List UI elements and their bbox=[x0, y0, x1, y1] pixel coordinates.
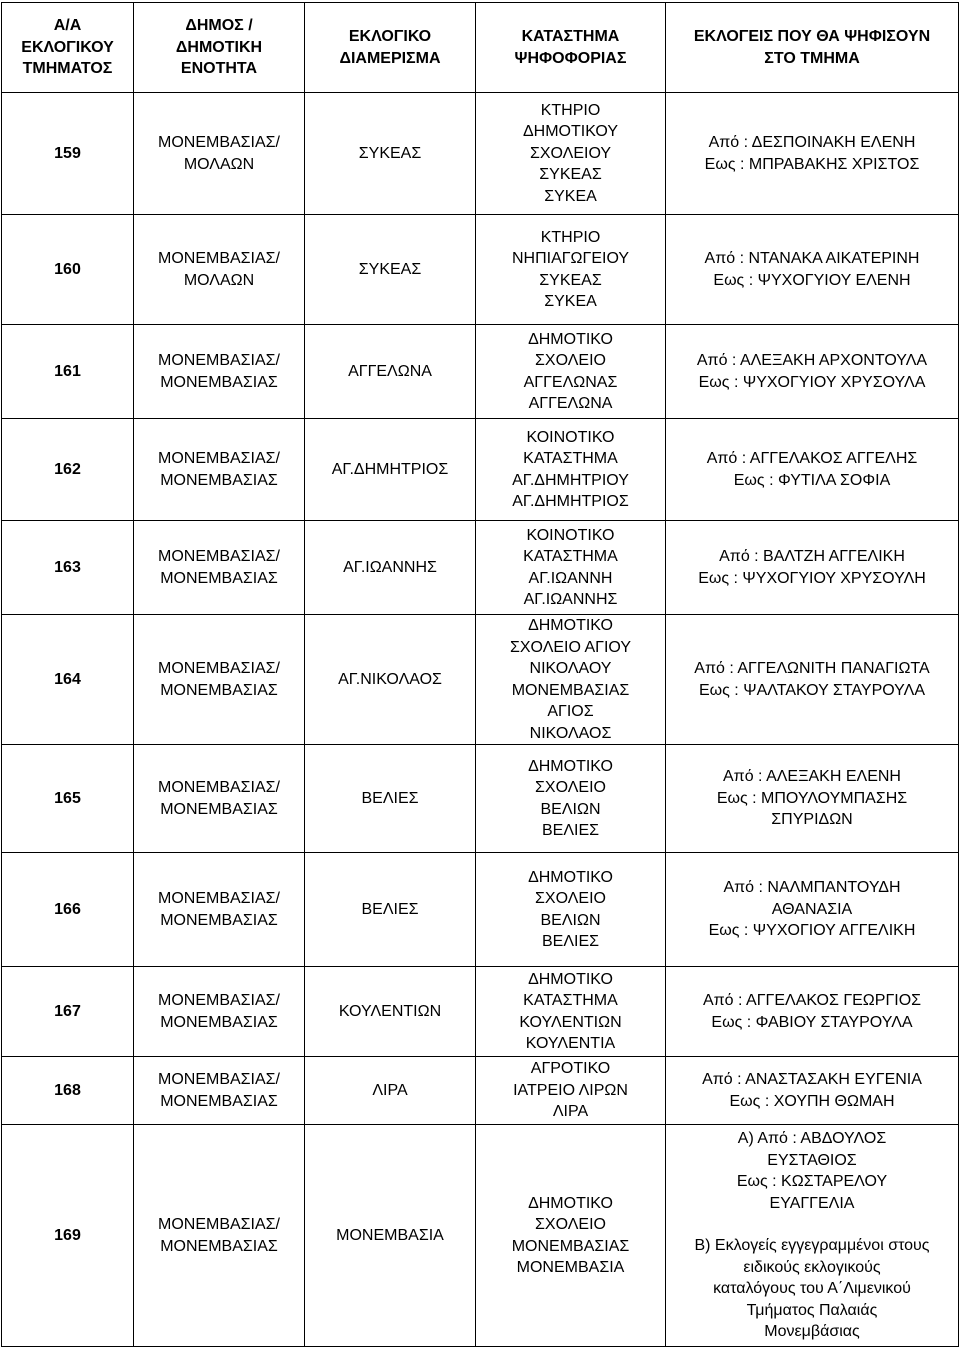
header-station-line: ΨΗΦΟΦΟΡΙΑΣ bbox=[514, 49, 627, 67]
row-number: 161 bbox=[2, 325, 134, 419]
voters-line: Από : ΔΕΣΠΟΙΝΑΚΗ ΕΛΕΝΗ bbox=[708, 134, 916, 151]
station-line: ΒΕΛΙΩΝ bbox=[540, 911, 601, 929]
station-line: ΑΓΓΕΛΩΝΑ bbox=[528, 395, 613, 412]
voters-line: Εως : ΧΟΥΠΗ ΘΩΜΑΗ bbox=[729, 1092, 895, 1110]
voters-line: Εως : ΨΥΧΟΓΙΟΥ ΑΓΓΕΛΙΚΗ bbox=[708, 922, 916, 940]
municipality-line: ΜΟΝΕΜΒΑΣΙΑΣ/ bbox=[157, 890, 280, 907]
header-voters bbox=[666, 3, 959, 93]
station-line: ΣΥΚΕΑΣ bbox=[539, 271, 602, 289]
header-district-line: ΕΚΛΟΓΙΚΟ bbox=[348, 28, 432, 45]
voters-line: ΕΥΑΓΓΕΛΙΑ bbox=[769, 1194, 855, 1212]
station-line: ΑΓ.ΔΗΜΗΤΡΙΟΥ bbox=[512, 471, 629, 489]
header-aa bbox=[2, 3, 134, 93]
header-aa-line: ΤΜΗΜΑΤΟΣ bbox=[22, 60, 113, 78]
municipality-cell bbox=[134, 521, 305, 615]
station-line: ΝΙΚΟΛΑΟΣ bbox=[529, 724, 612, 742]
voters-cell bbox=[666, 615, 959, 745]
municipality-line: ΜΟΝΕΜΒΑΣΙΑΣ bbox=[160, 800, 278, 818]
voters-line: καταλόγους του Α΄Λιμενικού bbox=[713, 1280, 911, 1298]
voters-cell bbox=[666, 93, 959, 215]
municipality-line: ΜΟΝΕΜΒΑΣΙΑΣ/ bbox=[157, 992, 280, 1009]
station-line: ΣΧΟΛΕΙΟΥ bbox=[529, 144, 612, 162]
station-line: ΣΧΟΛΕΙΟ bbox=[535, 352, 606, 369]
municipality-cell bbox=[134, 215, 305, 325]
row-number: 162 bbox=[2, 419, 134, 521]
station-line: ΒΕΛΙΩΝ bbox=[540, 800, 601, 818]
row-number: 166 bbox=[2, 853, 134, 967]
municipality-cell bbox=[134, 1125, 305, 1347]
municipality-cell bbox=[134, 325, 305, 419]
station-cell bbox=[476, 1057, 666, 1125]
municipality-line: ΜΟΝΕΜΒΑΣΙΑΣ bbox=[160, 471, 278, 489]
voters-line: Εως : ΨΥΧΟΓΥΙΟΥ ΧΡΥΣΟΥΛΗ bbox=[698, 569, 926, 587]
municipality-line: ΜΟΝΕΜΒΑΣΙΑΣ/ bbox=[157, 134, 280, 151]
station-line: ΜΟΝΕΜΒΑΣΙΑ bbox=[516, 1259, 625, 1276]
row-number: 167 bbox=[2, 967, 134, 1057]
header-district-line: ΔΙΑΜΕΡΙΣΜΑ bbox=[339, 49, 441, 67]
station-line: ΚΤΗΡΙΟ bbox=[540, 228, 601, 246]
voters-cell bbox=[666, 419, 959, 521]
district-cell: ΑΓ.ΝΙΚΟΛΑΟΣ bbox=[305, 615, 476, 745]
station-line: ΙΑΤΡΕΙΟ ΛΙΡΩΝ bbox=[513, 1081, 628, 1099]
header-municipality-line: ΕΝΟΤΗΤΑ bbox=[180, 60, 258, 78]
voters-line: Β) Εκλογείς εγγεγραμμένοι στους bbox=[694, 1237, 930, 1255]
municipality-line: ΜΟΝΕΜΒΑΣΙΑΣ bbox=[160, 1237, 278, 1255]
municipality-cell bbox=[134, 1057, 305, 1125]
station-line: ΝΙΚΟΛΑΟΥ bbox=[529, 660, 612, 677]
municipality-line: ΜΟΝΕΜΒΑΣΙΑΣ bbox=[160, 569, 278, 587]
station-line: ΣΥΚΕΑ bbox=[544, 293, 597, 310]
station-line: ΑΓΙΟΣ bbox=[547, 703, 594, 720]
header-district bbox=[305, 3, 476, 93]
district-cell: ΒΕΛΙΕΣ bbox=[305, 745, 476, 853]
district-cell: ΣΥΚΕΑΣ bbox=[305, 93, 476, 215]
voters-group-b bbox=[670, 1235, 954, 1343]
station-line: ΚΑΤΑΣΤΗΜΑ bbox=[523, 992, 618, 1009]
municipality-line: ΜΟΝΕΜΒΑΣΙΑΣ/ bbox=[157, 548, 280, 565]
voters-line: Εως : ΦΑΒΙΟΥ ΣΤΑΥΡΟΥΛΑ bbox=[711, 1013, 913, 1031]
station-line: ΜΟΝΕΜΒΑΣΙΑΣ bbox=[511, 681, 630, 699]
station-cell bbox=[476, 521, 666, 615]
municipality-line: ΜΟΝΕΜΒΑΣΙΑΣ/ bbox=[157, 1071, 280, 1088]
voters-line: Μονεμβάσιας bbox=[764, 1323, 860, 1341]
voters-group-a bbox=[670, 1128, 954, 1214]
municipality-line: ΜΟΝΕΜΒΑΣΙΑΣ/ bbox=[157, 450, 280, 467]
station-line: ΔΗΜΟΤΙΚΟ bbox=[528, 1194, 613, 1212]
header-municipality-line: ΔΗΜΟΣ / bbox=[185, 17, 253, 35]
polling-stations-table bbox=[1, 2, 959, 1347]
row-number: 169 bbox=[2, 1125, 134, 1347]
station-line: ΒΕΛΙΕΣ bbox=[541, 933, 600, 950]
station-line: ΚΟΥΛΕΝΤΙΩΝ bbox=[519, 1013, 622, 1031]
voters-cell bbox=[666, 325, 959, 419]
voters-line: Εως : ΨΑΛΤΑΚΟΥ ΣΤΑΥΡΟΥΛΑ bbox=[698, 681, 926, 699]
station-line: ΔΗΜΟΤΙΚΟ bbox=[528, 757, 613, 775]
station-line: ΑΓΡΟΤΙΚΟ bbox=[530, 1060, 611, 1078]
voters-cell bbox=[666, 215, 959, 325]
district-cell: ΚΟΥΛΕΝΤΙΩΝ bbox=[305, 967, 476, 1057]
voters-line: Εως : ΨΥΧΟΓΥΙΟΥ ΕΛΕΝΗ bbox=[713, 271, 911, 289]
station-cell bbox=[476, 93, 666, 215]
header-voters-line: ΕΚΛΟΓΕΙΣ ΠΟΥ ΘΑ ΨΗΦΙΣΟΥΝ bbox=[693, 28, 931, 45]
station-line: ΚΑΤΑΣΤΗΜΑ bbox=[523, 450, 618, 467]
station-cell bbox=[476, 1125, 666, 1347]
station-line: ΚΑΤΑΣΤΗΜΑ bbox=[523, 548, 618, 565]
station-cell bbox=[476, 615, 666, 745]
voters-line: Από : ΑΛΕΞΑΚΗ ΕΛΕΝΗ bbox=[723, 768, 901, 786]
voters-cell bbox=[666, 967, 959, 1057]
station-line: ΚΟΙΝΟΤΙΚΟ bbox=[526, 428, 615, 446]
district-cell: ΒΕΛΙΕΣ bbox=[305, 853, 476, 967]
station-line: ΣΧΟΛΕΙΟ ΑΓΙΟΥ bbox=[509, 638, 632, 656]
table-row bbox=[2, 93, 959, 215]
station-line: ΑΓ.ΔΗΜΗΤΡΙΟΣ bbox=[512, 493, 629, 510]
voters-line: Από : ΑΓΓΕΛΑΚΟΣ ΑΓΓΕΛΗΣ bbox=[706, 450, 918, 467]
district-cell: ΣΥΚΕΑΣ bbox=[305, 215, 476, 325]
station-line: ΣΧΟΛΕΙΟ bbox=[535, 779, 606, 796]
station-line: ΚΤΗΡΙΟ bbox=[540, 101, 601, 119]
district-cell: ΑΓΓΕΛΩΝΑ bbox=[305, 325, 476, 419]
municipality-cell bbox=[134, 93, 305, 215]
municipality-cell bbox=[134, 853, 305, 967]
station-line: ΑΓ.ΙΩΑΝΝΗΣ bbox=[523, 591, 618, 608]
table-row bbox=[2, 1057, 959, 1125]
voters-line: Α) Από : ΑΒΔΟΥΛΟΣ bbox=[737, 1130, 887, 1148]
municipality-line: ΜΟΝΕΜΒΑΣΙΑΣ/ bbox=[157, 352, 280, 369]
table-row bbox=[2, 745, 959, 853]
municipality-line: ΜΟΝΕΜΒΑΣΙΑΣ bbox=[160, 911, 278, 929]
table-row bbox=[2, 521, 959, 615]
municipality-line: ΜΟΝΕΜΒΑΣΙΑΣ/ bbox=[157, 779, 280, 796]
station-line: ΣΥΚΕΑΣ bbox=[539, 166, 602, 184]
voters-line: Εως : ΜΠΡΑΒΑΚΗΣ ΧΡΙΣΤΟΣ bbox=[704, 155, 920, 173]
voters-line: ΑΘΑΝΑΣΙΑ bbox=[771, 900, 853, 918]
voters-line: Εως : ΦΥΤΙΛΑ ΣΟΦΙΑ bbox=[733, 471, 891, 489]
header-municipality bbox=[134, 3, 305, 93]
municipality-line: ΜΟΝΕΜΒΑΣΙΑΣ bbox=[160, 681, 278, 699]
voters-line: Από : ΑΝΑΣΤΑΣΑΚΗ ΕΥΓΕΝΙΑ bbox=[702, 1071, 922, 1088]
voters-line: Από : ΑΓΓΕΛΩΝΙΤΗ ΠΑΝΑΓΙΩΤΑ bbox=[694, 660, 930, 677]
station-cell bbox=[476, 853, 666, 967]
station-line: ΛΙΡΑ bbox=[552, 1103, 589, 1121]
station-line: ΔΗΜΟΤΙΚΟΥ bbox=[522, 123, 618, 141]
voters-line: ΕΥΣΤΑΘΙΟΣ bbox=[767, 1151, 857, 1169]
row-number: 163 bbox=[2, 521, 134, 615]
voters-line: ειδικούς εκλογικούς bbox=[743, 1258, 881, 1276]
station-line: ΒΕΛΙΕΣ bbox=[541, 822, 600, 839]
municipality-line: ΜΟΝΕΜΒΑΣΙΑΣ/ bbox=[157, 1216, 280, 1233]
table-row bbox=[2, 215, 959, 325]
municipality-line: ΜΟΝΕΜΒΑΣΙΑΣ/ bbox=[157, 250, 280, 267]
district-cell: ΑΓ.ΙΩΑΝΝΗΣ bbox=[305, 521, 476, 615]
row-number: 164 bbox=[2, 615, 134, 745]
station-line: ΚΟΥΛΕΝΤΙΑ bbox=[525, 1035, 616, 1052]
voters-cell bbox=[666, 745, 959, 853]
row-number: 165 bbox=[2, 745, 134, 853]
voters-line: Εως : ΨΥΧΟΓΥΙΟΥ ΧΡΥΣΟΥΛΑ bbox=[698, 373, 926, 391]
station-line: ΔΗΜΟΤΙΚΟ bbox=[528, 868, 613, 886]
district-cell: ΑΓ.ΔΗΜΗΤΡΙΟΣ bbox=[305, 419, 476, 521]
header-aa-line: ΕΚΛΟΓΙΚΟΥ bbox=[21, 38, 114, 56]
header-station bbox=[476, 3, 666, 93]
row-number: 159 bbox=[2, 93, 134, 215]
header-aa-line: Α/Α bbox=[53, 17, 82, 35]
voters-line: Από : ΑΓΓΕΛΑΚΟΣ ΓΕΩΡΓΙΟΣ bbox=[702, 992, 922, 1009]
station-cell bbox=[476, 419, 666, 521]
voters-line: Από : ΝΑΛΜΠΑΝΤΟΥΔΗ bbox=[723, 879, 901, 897]
district-cell: ΛΙΡΑ bbox=[305, 1057, 476, 1125]
municipality-line: ΜΟΛΑΩΝ bbox=[183, 155, 255, 173]
voters-line: Από : ΝΤΑΝΑΚΑ ΑΙΚΑΤΕΡΙΝΗ bbox=[704, 250, 920, 267]
table-row bbox=[2, 419, 959, 521]
municipality-line: ΜΟΝΕΜΒΑΣΙΑΣ bbox=[160, 1092, 278, 1110]
municipality-line: ΜΟΝΕΜΒΑΣΙΑΣ bbox=[160, 373, 278, 391]
municipality-line: ΜΟΛΑΩΝ bbox=[183, 271, 255, 289]
table-header-row bbox=[2, 3, 959, 93]
municipality-cell bbox=[134, 419, 305, 521]
row-number: 168 bbox=[2, 1057, 134, 1125]
voters-line: ΣΠΥΡΙΔΩΝ bbox=[771, 811, 853, 829]
station-line: ΔΗΜΟΤΙΚΟ bbox=[528, 617, 613, 634]
voters-cell bbox=[666, 853, 959, 967]
station-line: ΔΗΜΟΤΙΚΟ bbox=[528, 330, 613, 348]
station-cell bbox=[476, 745, 666, 853]
station-line: ΚΟΙΝΟΤΙΚΟ bbox=[526, 526, 615, 544]
municipality-cell bbox=[134, 745, 305, 853]
municipality-line: ΜΟΝΕΜΒΑΣΙΑΣ/ bbox=[157, 660, 280, 677]
header-voters-line: ΣΤΟ ΤΜΗΜΑ bbox=[764, 49, 860, 67]
station-line: ΜΟΝΕΜΒΑΣΙΑΣ bbox=[511, 1237, 630, 1255]
station-line: ΣΧΟΛΕΙΟ bbox=[535, 890, 606, 907]
station-line: ΣΧΟΛΕΙΟ bbox=[535, 1216, 606, 1233]
voters-cell bbox=[666, 1057, 959, 1125]
station-cell bbox=[476, 215, 666, 325]
table-row bbox=[2, 1125, 959, 1347]
table-row bbox=[2, 853, 959, 967]
station-line: ΑΓ.ΙΩΑΝΝΗ bbox=[528, 569, 613, 587]
voters-line: Τμήματος Παλαιάς bbox=[746, 1301, 878, 1319]
district-cell: ΜΟΝΕΜΒΑΣΙΑ bbox=[305, 1125, 476, 1347]
header-municipality-line: ΔΗΜΟΤΙΚΗ bbox=[175, 38, 263, 56]
table-row bbox=[2, 615, 959, 745]
table-row bbox=[2, 967, 959, 1057]
header-station-line: ΚΑΤΑΣΤΗΜΑ bbox=[521, 28, 620, 45]
municipality-cell bbox=[134, 967, 305, 1057]
station-line: ΔΗΜΟΤΙΚΟ bbox=[528, 970, 613, 988]
row-number: 160 bbox=[2, 215, 134, 325]
table-row bbox=[2, 325, 959, 419]
voters-cell bbox=[666, 1125, 959, 1347]
voters-line: Εως : ΜΠΟΥΛΟΥΜΠΑΣΗΣ bbox=[716, 789, 908, 807]
station-line: ΣΥΚΕΑ bbox=[544, 187, 597, 205]
station-cell bbox=[476, 325, 666, 419]
voters-line: Από : ΒΑΛΤΖΗ ΑΓΓΕΛΙΚΗ bbox=[719, 548, 905, 565]
station-line: ΝΗΠΙΑΓΩΓΕΙΟΥ bbox=[511, 250, 630, 267]
voters-line: Από : ΑΛΕΞΑΚΗ ΑΡΧΟΝΤΟΥΛΑ bbox=[696, 352, 928, 369]
station-line: ΑΓΓΕΛΩΝΑΣ bbox=[523, 373, 618, 391]
voters-line: Εως : ΚΩΣΤΑΡΕΛΟΥ bbox=[736, 1173, 888, 1191]
voters-cell bbox=[666, 521, 959, 615]
municipality-line: ΜΟΝΕΜΒΑΣΙΑΣ bbox=[160, 1013, 278, 1031]
station-cell bbox=[476, 967, 666, 1057]
municipality-cell bbox=[134, 615, 305, 745]
